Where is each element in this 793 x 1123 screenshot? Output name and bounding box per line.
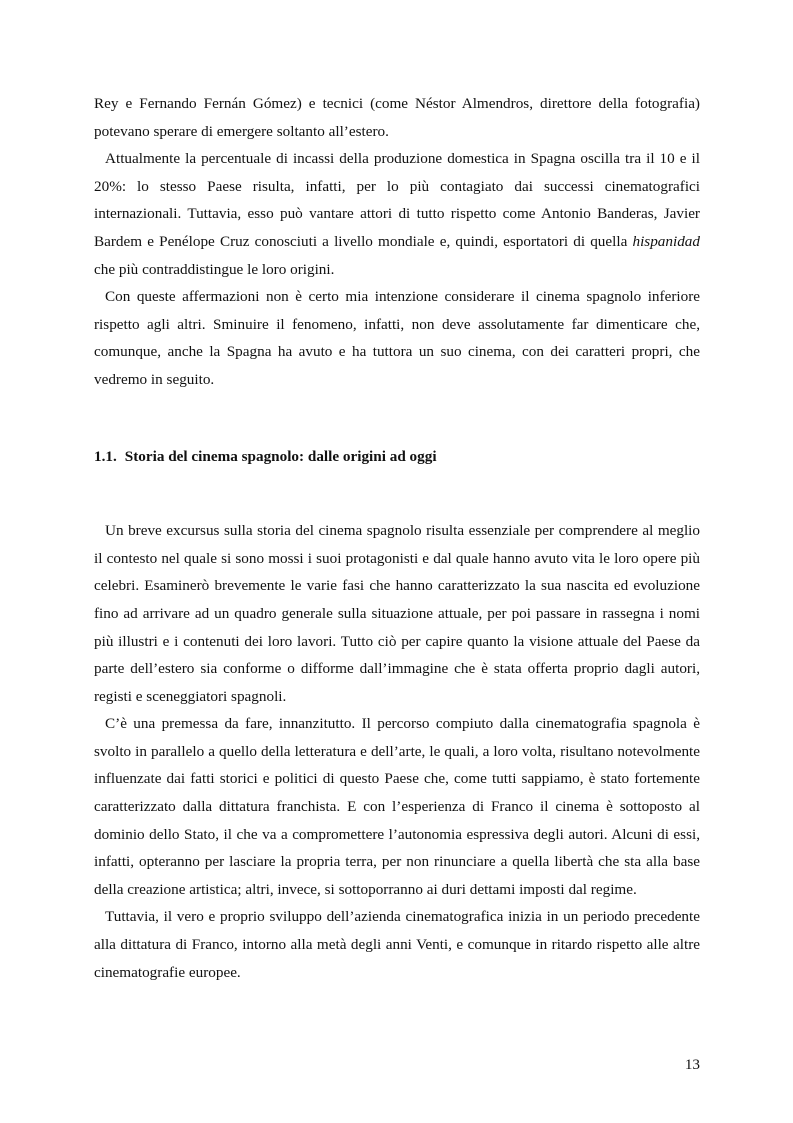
italic-term: hispanidad: [632, 232, 700, 250]
paragraph: [94, 90, 700, 145]
text-run: C’è una premessa da fare, innanzitutto. Il percorso compiuto dalla cinematografia spagnola è svolto in parallelo a quello della letteratura e dell’arte, le quali, a loro volta, risultano notevolmente influenzate dai fatti storici e politici di questo Paese che, come tutti sappiamo, è stato fortemente caratterizzato dalla dittatura franchista. E con l’esperienza di Franco il cinema è sottoposto al dominio dello Stato, il che va a compromettere l’autonomia espressiva degli autori. Alcuni di essi, infatti, opteranno per lasciare la propria terra, per non rinunciare a quella libertà che sta alla base della creazione artistica; altri, invece, si sottoporranno ai duri dettami imposti dal regime.: [94, 715, 700, 898]
paragraph: [94, 517, 700, 710]
text-run: Tuttavia, il vero e proprio sviluppo dell’azienda cinematografica inizia in un periodo precedente alla dittatura di Franco, intorno alla metà degli anni Venti, e comunque in ritardo rispetto alle altre cinematografie europee.: [94, 908, 700, 981]
section-number: 1.1.: [94, 447, 117, 465]
paragraph: [94, 283, 700, 393]
text-run: Con queste affermazioni non è certo mia intenzione considerare il cinema spagnolo inferiore rispetto agli altri. Sminuire il fenomeno, infatti, non deve assolutamente far dimenticare che, comunque, anche la Spagna ha avuto e ha tuttora un suo cinema, con dei caratteri propri, che vedremo in seguito.: [94, 288, 700, 388]
section-heading: [94, 443, 700, 471]
text-run: che più contraddistingue le loro origini.: [94, 260, 335, 278]
section-title: Storia del cinema spagnolo: dalle origini ad oggi: [124, 447, 437, 465]
paragraph: [94, 145, 700, 283]
text-run: Rey e Fernando Fernán Gómez) e tecnici (come Néstor Almendros, direttore della fotografia) potevano sperare di emergere soltanto all’estero.: [94, 95, 700, 140]
text-run: Attualmente la percentuale di incassi della produzione domestica in Spagna oscilla tra il 10 e il 20%: lo stesso Paese risulta, infatti, per lo più contagiato dai successi cinematografici internazionali. Tuttavia, esso può vantare attori di tutto rispetto come Antonio Banderas, Javier Bardem e Penélope Cruz conosciuti a livello mondiale e, quindi, esportatori di quella: [94, 150, 700, 250]
page-content: [94, 90, 700, 986]
text-run: Un breve excursus sulla storia del cinema spagnolo risulta essenziale per comprendere al meglio il contesto nel quale si sono mossi i suoi protagonisti e dal quale hanno avuto vita le loro opere più celebri. Esaminerò brevemente le varie fasi che hanno caratterizzato la sua nascita ed evoluzione fino ad arrivare ad un quadro generale sulla situazione attuale, per poi passare in rassegna i nomi più illustri e i contenuti dei loro lavori. Tutto ciò per capire quanto la visione attuale del Paese da parte dell’estero sia conforme o difforme dall’immagine che è stata offerta proprio dagli autori, registi e sceneggiatori spagnoli.: [94, 522, 700, 705]
paragraph: [94, 903, 700, 986]
paragraph: [94, 710, 700, 903]
page-number: 13: [684, 1056, 700, 1073]
